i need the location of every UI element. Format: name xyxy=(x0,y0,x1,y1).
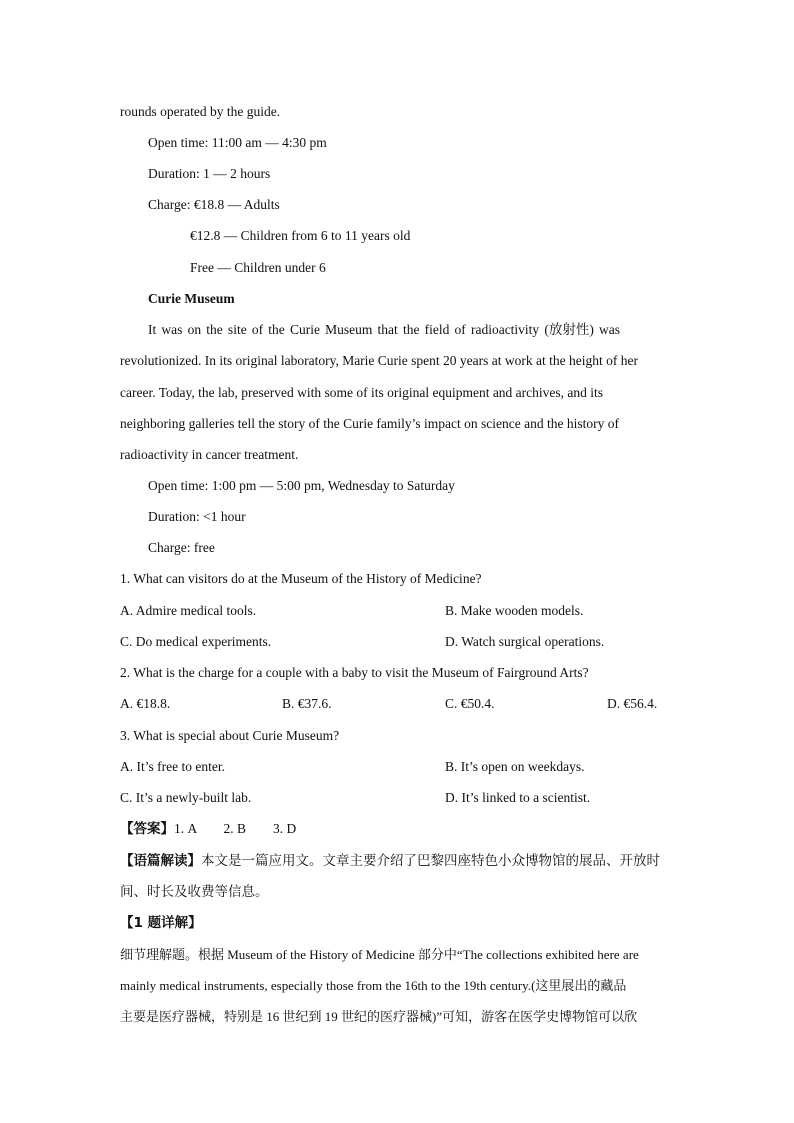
question-1-option-a: A. Admire medical tools. xyxy=(120,603,257,618)
curie-para-line2: revolutionized. In its original laboratory, Marie Curie spent 20 years at work at the height of her xyxy=(120,353,638,368)
curie-open-time: Open time: 1:00 pm — 5:00 pm, Wednesday to Saturday xyxy=(148,478,455,493)
interpretation-label: 【语篇解读】 xyxy=(120,853,201,869)
question-2-stem: 2. What is the charge for a couple with a baby to visit the Museum of Fairground Arts? xyxy=(120,665,589,680)
fairground-open-time: Open time: 11:00 am — 4:30 pm xyxy=(148,135,327,150)
answer-line xyxy=(120,820,296,838)
answer-label: 【答案】 xyxy=(120,821,174,837)
answer-text: 1. A 2. B 3. D xyxy=(174,821,297,836)
curie-para-line1: It was on the site of the Curie Museum that the field of radioactivity (放射性) was xyxy=(148,322,621,337)
question-1-option-d: D. Watch surgical operations. xyxy=(445,634,605,649)
fairground-continuation: rounds operated by the guide. xyxy=(120,104,281,119)
interpretation-line2: 间、时长及收费等信息。 xyxy=(120,884,269,900)
question-3-stem: 3. What is special about Curie Museum? xyxy=(120,728,340,743)
question-1-option-b: B. Make wooden models. xyxy=(445,603,584,618)
question-3-option-b: B. It’s open on weekdays. xyxy=(445,759,585,774)
question-2-option-b: B. €37.6. xyxy=(282,696,332,711)
curie-heading: Curie Museum xyxy=(148,291,235,306)
curie-para-line3: career. Today, the lab, preserved with some of its original equipment and archives, and its xyxy=(120,385,604,400)
fairground-charge-children: €12.8 — Children from 6 to 11 years old xyxy=(190,228,411,243)
fairground-charge-free: Free — Children under 6 xyxy=(190,260,326,275)
detail-1-label: 【1 题详解】 xyxy=(120,915,202,931)
fairground-duration: Duration: 1 — 2 hours xyxy=(148,166,271,181)
curie-para-line5: radioactivity in cancer treatment. xyxy=(120,447,299,462)
detail-1-line3: 主要是医疗器械，特别是 16 世纪到 19 世纪的医疗器械)”可知，游客在医学史博物馆可以欣 xyxy=(120,1009,638,1024)
fairground-charge-adults: Charge: €18.8 — Adults xyxy=(148,197,280,212)
interpretation-line1 xyxy=(120,852,660,870)
question-1-stem: 1. What can visitors do at the Museum of the History of Medicine? xyxy=(120,571,482,586)
question-2-option-c: C. €50.4. xyxy=(445,696,495,711)
curie-charge: Charge: free xyxy=(148,540,215,555)
curie-para-line4: neighboring galleries tell the story of the Curie family’s impact on science and the history of xyxy=(120,416,619,431)
question-3-option-d: D. It’s linked to a scientist. xyxy=(445,790,591,805)
question-2-option-d: D. €56.4. xyxy=(607,696,658,711)
curie-duration: Duration: <1 hour xyxy=(148,509,246,524)
question-1-option-c: C. Do medical experiments. xyxy=(120,634,272,649)
question-3-option-c: C. It’s a newly-built lab. xyxy=(120,790,252,805)
question-3-option-a: A. It’s free to enter. xyxy=(120,759,225,774)
detail-1-line1: 细节理解题。根据 Museum of the History of Medicine 部分中“The collections exhibited here are xyxy=(120,947,639,962)
interpretation-text-1: 本文是一篇应用文。文章主要介绍了巴黎四座特色小众博物馆的展品、开放时 xyxy=(201,853,660,869)
detail-1-line2: mainly medical instruments, especially those from the 16th to the 19th century.(这里展出的藏品 xyxy=(120,978,627,993)
question-2-option-a: A. €18.8. xyxy=(120,696,171,711)
